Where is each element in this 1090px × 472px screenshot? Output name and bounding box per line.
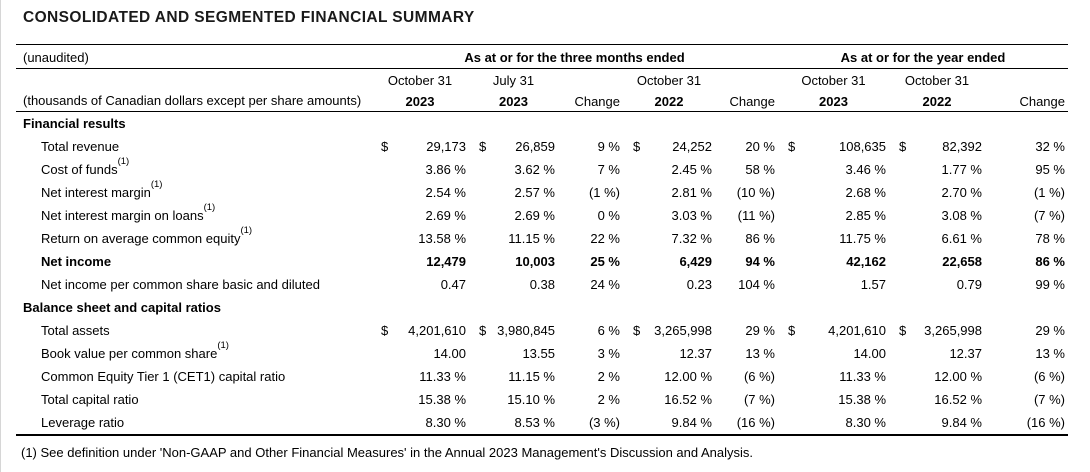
value-cell	[623, 227, 715, 250]
row-label: Net interest margin on loans$^{(1)}$	[41, 202, 216, 223]
cell-value: 3.86 %	[425, 162, 466, 177]
value-cell	[623, 388, 715, 411]
cell-value: 2.69 %	[514, 208, 555, 223]
cell-value: 11.75 %	[839, 231, 886, 246]
cell-value: 0.38	[529, 277, 555, 292]
financial-summary-table	[16, 44, 1068, 436]
change-value-cell: (7 %)	[1033, 392, 1065, 407]
value-cell	[623, 158, 715, 181]
cell-value: 14.00	[433, 346, 466, 361]
value-cell	[371, 411, 469, 434]
change-value-cell: 13 %	[1035, 346, 1065, 361]
currency-symbol: $	[381, 323, 389, 338]
footnote-reference: (1)	[240, 225, 253, 237]
currency-symbol: $	[479, 323, 487, 338]
value-cell	[889, 227, 985, 250]
change-value-cell: (1 %)	[588, 185, 620, 200]
value-cell	[778, 158, 889, 181]
unaudited-label: (unaudited)	[23, 50, 89, 65]
change-value-cell: 0 %	[597, 208, 620, 223]
value-cell	[778, 388, 889, 411]
value-cell	[371, 365, 469, 388]
cell-value: 42,162	[846, 254, 886, 269]
value-cell	[469, 273, 558, 296]
column-date-label: October 31	[801, 73, 866, 88]
column-date-label: July 31	[492, 73, 535, 88]
value-cell	[371, 135, 469, 158]
change-value-cell: 25 %	[590, 254, 620, 269]
section-header-row	[16, 112, 1068, 135]
value-cell	[623, 319, 715, 342]
row-label: Leverage ratio	[41, 415, 125, 430]
column-year-label: 2023	[499, 94, 528, 109]
cell-value: 13.55	[522, 346, 555, 361]
table-row	[16, 365, 1068, 388]
footnote-reference: (1)	[150, 179, 163, 191]
value-cell	[889, 319, 985, 342]
value-cell	[469, 411, 558, 434]
row-label: Net income	[41, 254, 112, 269]
change-value-cell: 95 %	[1035, 162, 1065, 177]
value-cell	[623, 273, 715, 296]
change-value-cell: 13 %	[745, 346, 775, 361]
cell-value: 2.68 %	[845, 185, 886, 200]
value-cell	[778, 273, 889, 296]
change-value-cell: 32 %	[1035, 139, 1065, 154]
change-value-cell: 29 %	[1035, 323, 1065, 338]
cell-value: 12.37	[949, 346, 982, 361]
value-cell	[623, 365, 715, 388]
cell-value: 22,658	[942, 254, 982, 269]
cell-value: 14.00	[853, 346, 886, 361]
value-cell	[469, 135, 558, 158]
cell-value: 11.33 %	[839, 369, 886, 384]
value-cell	[778, 204, 889, 227]
cell-value: 10,003	[515, 254, 555, 269]
value-cell	[778, 365, 889, 388]
change-value-cell: 86 %	[745, 231, 775, 246]
row-label: Book value per common share$^{(1)}$	[41, 340, 229, 361]
change-value-cell: 9 %	[597, 139, 620, 154]
group-header-year: As at or for the year ended	[840, 50, 1006, 65]
column-date-label	[715, 88, 778, 90]
cell-value: 4,201,610	[828, 323, 886, 338]
table-header-date-row	[16, 69, 1068, 90]
table-row	[16, 135, 1068, 158]
cell-value: 15.38 %	[418, 392, 466, 407]
currency-symbol: $	[788, 323, 796, 338]
cell-value: 29,173	[426, 139, 466, 154]
row-label: Financial results	[23, 116, 126, 131]
cell-value: 16.52 %	[664, 392, 712, 407]
row-label: Cost of funds$^{(1)}$	[41, 156, 130, 177]
column-year-label: 2022	[654, 94, 684, 109]
value-cell	[623, 342, 715, 365]
value-cell	[371, 227, 469, 250]
value-cell	[371, 250, 469, 273]
footnote-text: (1) See definition under 'Non-GAAP and Other Financial Measures' in the Annual 2023 Management's Discussion and Analysis.	[21, 445, 754, 460]
currency-symbol: $	[899, 323, 907, 338]
value-cell	[889, 388, 985, 411]
value-cell	[469, 158, 558, 181]
cell-value: 3,980,845	[497, 323, 555, 338]
cell-value: 12.37	[679, 346, 712, 361]
cell-value: 8.30 %	[425, 415, 466, 430]
cell-value: 8.53 %	[514, 415, 555, 430]
footnote-reference: (1)	[203, 202, 216, 214]
table-row	[16, 342, 1068, 365]
change-value-cell: (10 %)	[736, 185, 775, 200]
column-year-label: 2022	[922, 94, 952, 109]
cell-value: 9.84 %	[671, 415, 712, 430]
table-row	[16, 273, 1068, 296]
table-body	[16, 112, 1068, 434]
column-year-label: 2023	[405, 94, 435, 109]
cell-value: 11.15 %	[508, 231, 555, 246]
cell-value: 3,265,998	[924, 323, 982, 338]
change-value-cell: (6 %)	[743, 369, 775, 384]
value-cell	[469, 388, 558, 411]
cell-value: 2.69 %	[425, 208, 466, 223]
value-cell	[889, 204, 985, 227]
cell-value: 3.03 %	[671, 208, 712, 223]
change-value-cell: 24 %	[590, 277, 620, 292]
cell-value: 11.15 %	[508, 369, 555, 384]
value-cell	[778, 250, 889, 273]
cell-value: 15.38 %	[838, 392, 886, 407]
currency-symbol: $	[788, 139, 796, 154]
change-value-cell: 20 %	[745, 139, 775, 154]
cell-value: 3,265,998	[654, 323, 712, 338]
row-label: Common Equity Tier 1 (CET1) capital ratio	[41, 369, 286, 384]
table-row	[16, 319, 1068, 342]
change-value-cell: 7 %	[597, 162, 620, 177]
value-cell	[889, 250, 985, 273]
group-header-three-months: As at or for the three months ended	[464, 50, 685, 65]
cell-value: 0.23	[686, 277, 712, 292]
change-value-cell: 2 %	[597, 369, 620, 384]
table-header-group-row	[16, 45, 1068, 69]
column-date-label: October 31	[904, 73, 970, 88]
cell-value: 7.32 %	[671, 231, 712, 246]
value-cell	[623, 250, 715, 273]
value-cell	[778, 135, 889, 158]
change-value-cell: 86 %	[1035, 254, 1065, 269]
row-label: Net income per common share basic and diluted	[41, 277, 320, 292]
column-change-label: Change	[574, 94, 620, 109]
value-cell	[371, 181, 469, 204]
table-row	[16, 204, 1068, 227]
value-cell	[889, 181, 985, 204]
value-cell	[889, 411, 985, 434]
value-cell	[371, 342, 469, 365]
value-cell	[623, 135, 715, 158]
cell-value: 3.62 %	[514, 162, 555, 177]
value-cell	[778, 342, 889, 365]
page-title: CONSOLIDATED AND SEGMENTED FINANCIAL SUMMARY	[23, 9, 475, 26]
cell-value: 1.57	[860, 277, 886, 292]
footnote-reference: (1)	[117, 156, 130, 168]
cell-value: 0.47	[440, 277, 466, 292]
change-value-cell: 94 %	[745, 254, 775, 269]
cell-value: 2.70 %	[941, 185, 982, 200]
change-value-cell: 29 %	[745, 323, 775, 338]
value-cell	[778, 181, 889, 204]
cell-value: 2.57 %	[514, 185, 555, 200]
cell-value: 26,859	[515, 139, 555, 154]
row-label: Net interest margin$^{(1)}$	[41, 179, 163, 200]
cell-value: 2.81 %	[671, 185, 712, 200]
value-cell	[889, 365, 985, 388]
currency-symbol: $	[479, 139, 487, 154]
cell-value: 4,201,610	[408, 323, 466, 338]
row-label: Total assets	[41, 323, 110, 338]
value-cell	[469, 250, 558, 273]
value-cell	[889, 342, 985, 365]
value-cell	[889, 135, 985, 158]
value-cell	[469, 181, 558, 204]
column-date-label	[985, 88, 1068, 90]
value-cell	[469, 342, 558, 365]
value-cell	[778, 227, 889, 250]
change-value-cell: (16 %)	[1026, 415, 1065, 430]
change-value-cell: 78 %	[1035, 231, 1065, 246]
change-value-cell: 58 %	[745, 162, 775, 177]
section-header-row	[16, 296, 1068, 319]
currency-symbol: $	[633, 323, 641, 338]
value-cell	[371, 319, 469, 342]
value-cell	[469, 365, 558, 388]
cell-value: 11.33 %	[419, 369, 466, 384]
cell-value: 108,635	[839, 139, 886, 154]
table-header-year-row	[16, 90, 1068, 112]
column-date-label: October 31	[387, 73, 453, 88]
column-date-label	[558, 88, 623, 90]
column-change-label: Change	[1019, 94, 1065, 109]
change-value-cell: 104 %	[738, 277, 775, 292]
value-cell	[371, 273, 469, 296]
value-cell	[889, 273, 985, 296]
change-value-cell: (7 %)	[1033, 208, 1065, 223]
change-value-cell: 22 %	[590, 231, 620, 246]
cell-value: 12.00 %	[664, 369, 712, 384]
row-label: Balance sheet and capital ratios	[23, 300, 221, 315]
table-row	[16, 388, 1068, 411]
footnote-reference: (1)	[217, 340, 229, 352]
row-label: Return on average common equity$^{(1)}$	[41, 225, 253, 246]
currency-symbol: $	[899, 139, 907, 154]
value-cell	[623, 181, 715, 204]
cell-value: 13.58 %	[418, 231, 466, 246]
change-value-cell: (6 %)	[1033, 369, 1065, 384]
value-cell	[623, 411, 715, 434]
value-cell	[371, 388, 469, 411]
row-label: Total revenue	[41, 139, 120, 154]
row-label: Total capital ratio	[41, 392, 139, 407]
cell-value: 6.61 %	[941, 231, 982, 246]
value-cell	[469, 227, 558, 250]
cell-value: 8.30 %	[845, 415, 886, 430]
cell-value: 12.00 %	[934, 369, 982, 384]
currency-symbol: $	[633, 139, 641, 154]
value-cell	[623, 204, 715, 227]
column-year-label: 2023	[819, 94, 848, 109]
cell-value: 16.52 %	[934, 392, 982, 407]
change-value-cell: 6 %	[597, 323, 620, 338]
cell-value: 24,252	[672, 139, 712, 154]
value-cell	[778, 319, 889, 342]
change-value-cell: (1 %)	[1033, 185, 1065, 200]
cell-value: 2.54 %	[425, 185, 466, 200]
table-row	[16, 181, 1068, 204]
cell-value: 3.46 %	[845, 162, 886, 177]
cell-value: 3.08 %	[941, 208, 982, 223]
column-date-label: October 31	[636, 73, 702, 88]
cell-value: 82,392	[942, 139, 982, 154]
value-cell	[469, 319, 558, 342]
value-cell	[889, 158, 985, 181]
value-cell	[778, 411, 889, 434]
column-change-label: Change	[729, 94, 775, 109]
value-cell	[371, 204, 469, 227]
cell-value: 6,429	[679, 254, 712, 269]
value-cell	[469, 204, 558, 227]
change-value-cell: 99 %	[1035, 277, 1065, 292]
change-value-cell: 2 %	[597, 392, 620, 407]
change-value-cell: 3 %	[597, 346, 620, 361]
cell-value: 12,479	[426, 254, 466, 269]
table-row	[16, 158, 1068, 181]
change-value-cell: (3 %)	[588, 415, 620, 430]
change-value-cell: (7 %)	[743, 392, 775, 407]
cell-value: 2.85 %	[845, 208, 886, 223]
table-row	[16, 227, 1068, 250]
cell-value: 15.10 %	[507, 392, 555, 407]
change-value-cell: (16 %)	[736, 415, 775, 430]
currency-symbol: $	[381, 139, 389, 154]
table-row	[16, 411, 1068, 434]
cell-value: 9.84 %	[941, 415, 982, 430]
value-cell	[371, 158, 469, 181]
change-value-cell: (11 %)	[737, 208, 775, 223]
cell-value: 0.79	[956, 277, 982, 292]
cell-value: 2.45 %	[671, 162, 712, 177]
units-note: (thousands of Canadian dollars except per share amounts)	[23, 93, 362, 108]
cell-value: 1.77 %	[941, 162, 982, 177]
table-row	[16, 250, 1068, 273]
